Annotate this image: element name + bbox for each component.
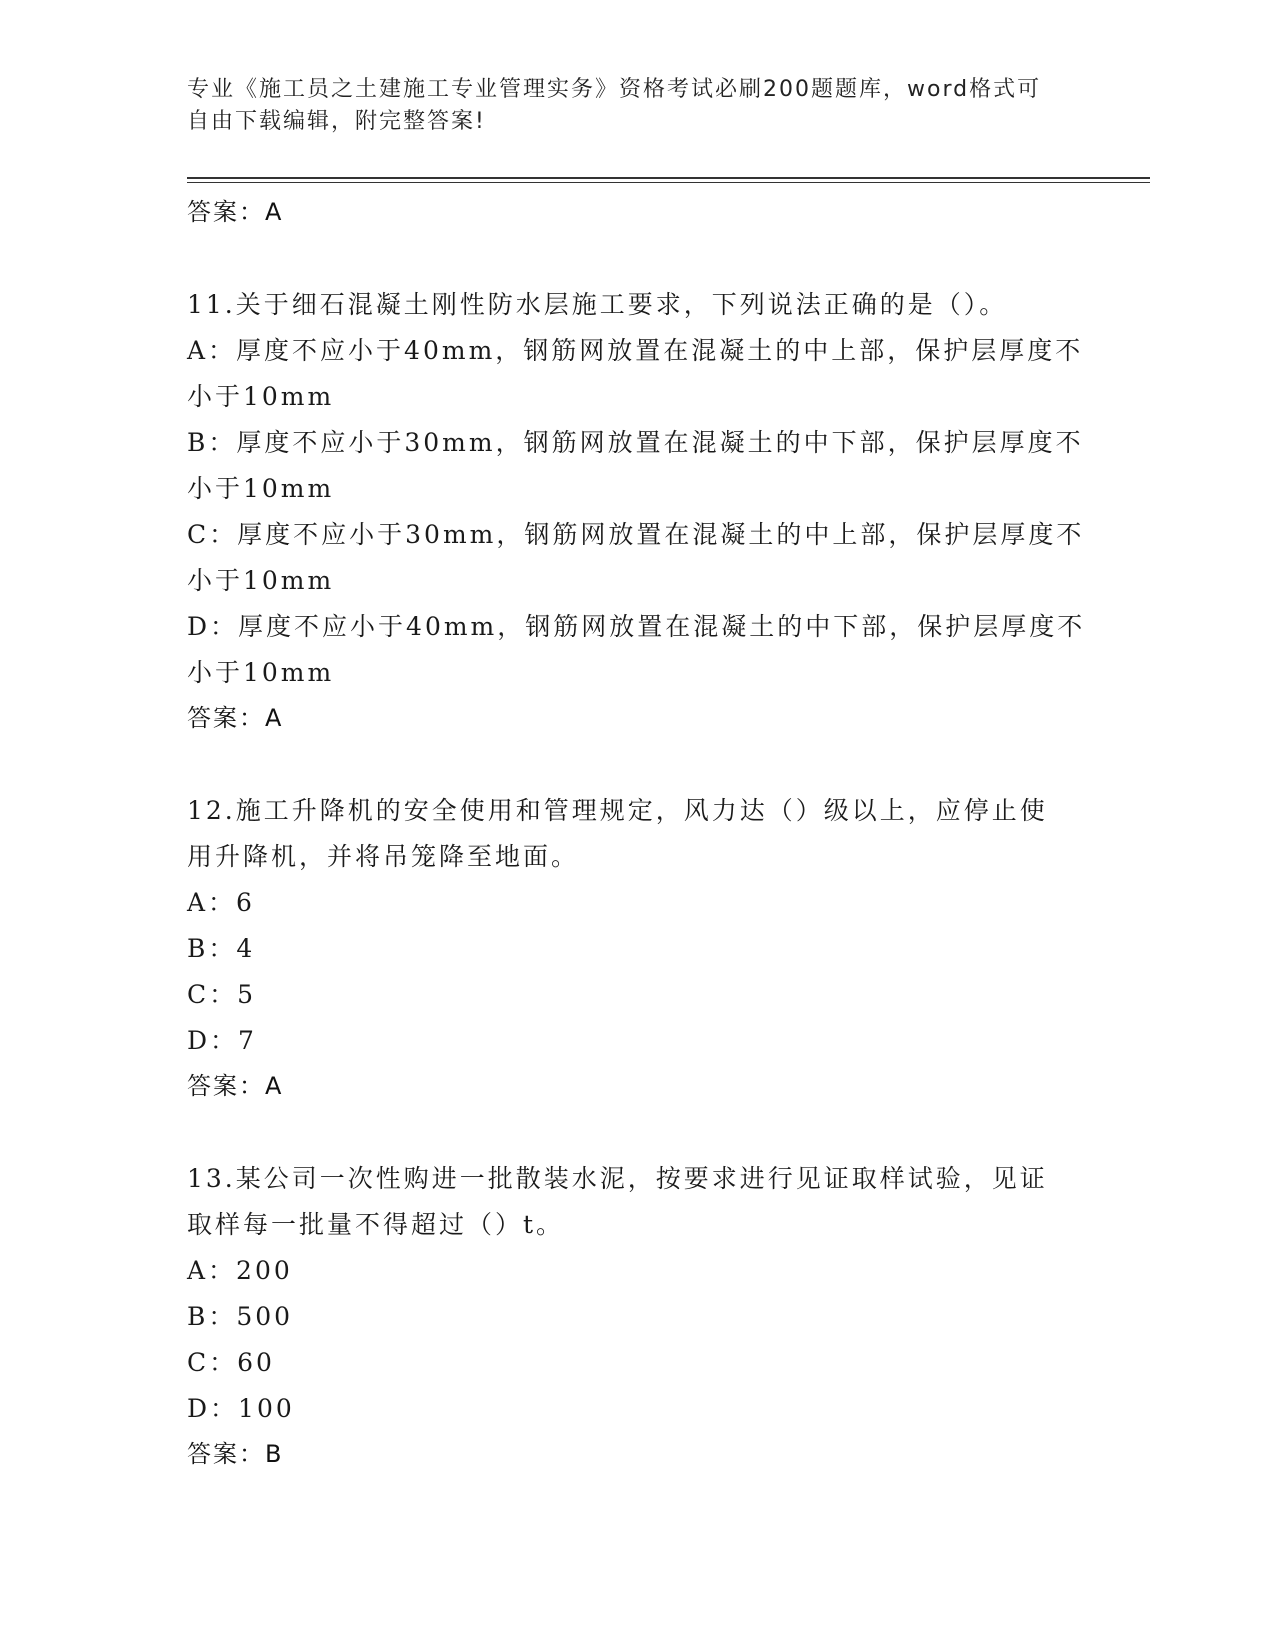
header-line-2: 自由下载编辑，附完整答案! [187, 109, 486, 134]
question-stem-line-1: 12.施工升降机的安全使用和管理规定，风力达（）级以上，应停止使 [187, 796, 1048, 825]
option-c-line-2: 小于10mm [187, 566, 335, 595]
option-d-line-1: D：厚度不应小于40mm，钢筋网放置在混凝土的中下部，保护层厚度不 [187, 612, 1086, 641]
question-stem-line-2: 用升降机，并将吊笼降至地面。 [187, 842, 580, 871]
option-d: D：7 [187, 1026, 257, 1055]
question-13 [187, 1156, 1087, 1476]
document-body [187, 190, 1087, 1476]
question-stem-line-1: 13.某公司一次性购进一批散装水泥，按要求进行见证取样试验，见证 [187, 1164, 1048, 1193]
option-b: B：4 [187, 934, 256, 963]
question-stem: 11.关于细石混凝土刚性防水层施工要求，下列说法正确的是（）。 [187, 290, 1008, 319]
option-a: A：6 [187, 888, 255, 917]
option-d-line-2: 小于10mm [187, 658, 335, 687]
spacer [187, 234, 1087, 282]
answer-line: 答案：A [187, 704, 284, 732]
answer-line-prev: 答案：A [187, 198, 284, 226]
answer-line: 答案：B [187, 1440, 284, 1468]
answer-line: 答案：A [187, 1072, 284, 1100]
question-stem-line-2: 取样每一批量不得超过（）t。 [187, 1210, 565, 1239]
option-a-line-1: A：厚度不应小于40mm，钢筋网放置在混凝土的中上部，保护层厚度不 [187, 336, 1084, 365]
option-d: D：100 [187, 1394, 295, 1423]
option-a-line-2: 小于10mm [187, 382, 335, 411]
option-a: A：200 [187, 1256, 293, 1285]
option-b-line-2: 小于10mm [187, 474, 335, 503]
spacer [187, 1108, 1087, 1156]
question-12 [187, 788, 1087, 1108]
option-c: C：60 [187, 1348, 275, 1377]
header-divider-thick [187, 177, 1150, 179]
header-line-1: 专业《施工员之土建施工专业管理实务》资格考试必刷200题题库，word格式可 [187, 77, 1042, 102]
header-divider-thin [187, 182, 1150, 183]
option-c: C：5 [187, 980, 257, 1009]
document-header [187, 74, 1087, 138]
spacer [187, 740, 1087, 788]
option-c-line-1: C：厚度不应小于30mm，钢筋网放置在混凝土的中上部，保护层厚度不 [187, 520, 1085, 549]
option-b: B：500 [187, 1302, 294, 1331]
option-b-line-1: B：厚度不应小于30mm，钢筋网放置在混凝土的中下部，保护层厚度不 [187, 428, 1084, 457]
question-11 [187, 282, 1087, 740]
